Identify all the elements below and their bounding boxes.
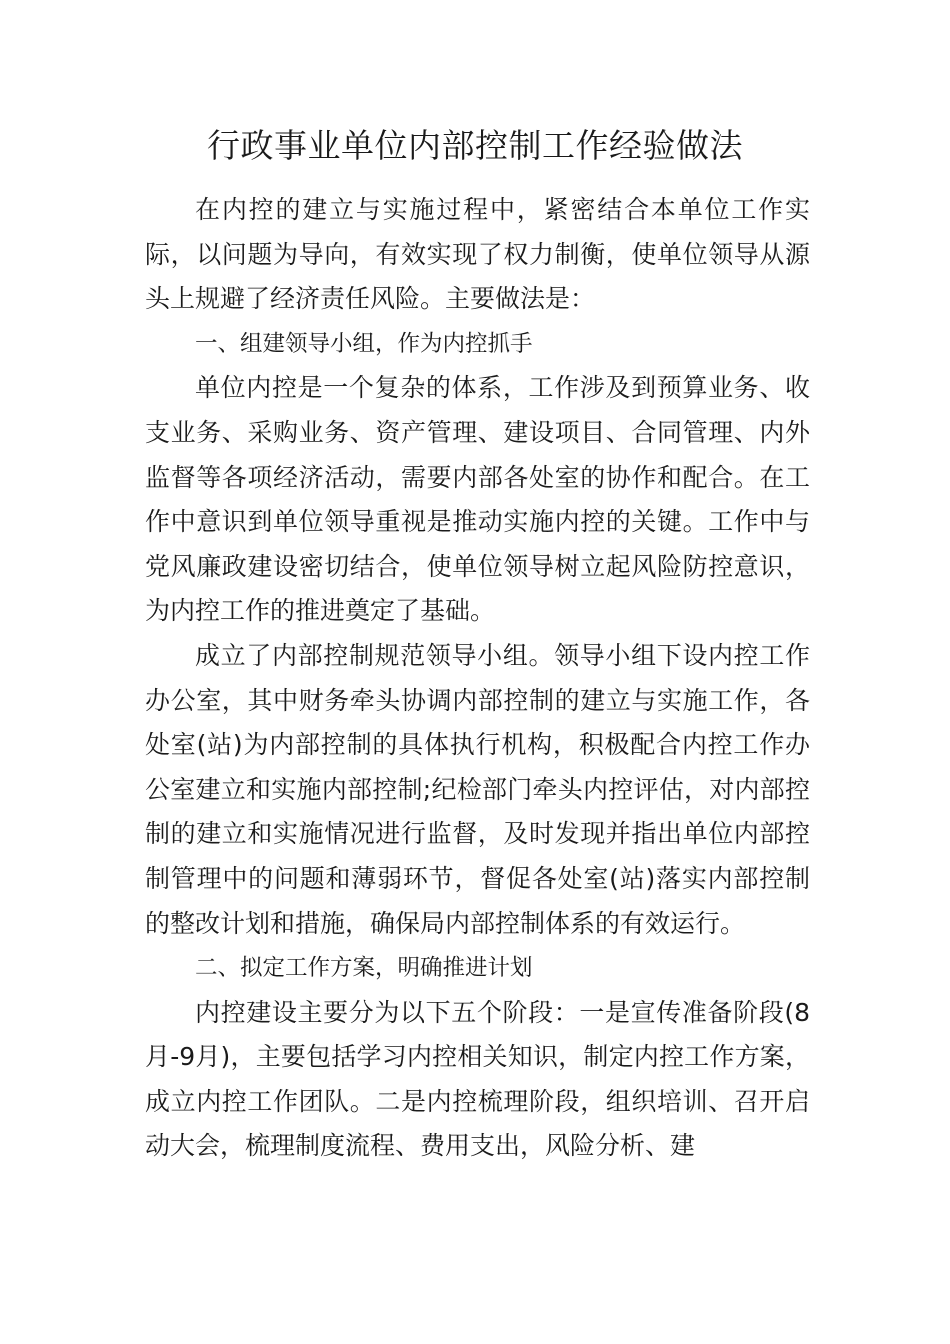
intro-paragraph: 在内控的建立与实施过程中，紧密结合本单位工作实际，以问题为导向，有效实现了权力制衡，使单位领导从源头上规避了经济责任风险。主要做法是： (145, 195, 810, 314)
section-1-paragraph-2: 成立了内部控制规范领导小组。领导小组下设内控工作办公室，其中财务牵头协调内部控制的建立与实施工作，各处室(站)为内部控制的具体执行机构，积极配合内控工作办公室建立和实施内部控制;纪检部门牵头内控评估，对内部控制的建立和实施情况进行监督，及时发现并指出单位内部控制管理中的问题和薄弱环节，督促各处室(站)落实内部控制的整改计划和措施，确保局内部控制体系的有效运行。 (145, 640, 810, 938)
section-2-paragraph-1: 内控建设主要分为以下五个阶段：一是宣传准备阶段(8月-9月)，主要包括学习内控相关知识，制定内控工作方案，成立内控工作团队。二是内控梳理阶段，组织培训、召开启动大会，梳理制度流程、费用支出，风险分析、建 (145, 997, 810, 1161)
section-2-heading: 二、拟定工作方案，明确推进计划 (195, 955, 533, 982)
document-body (145, 188, 810, 1169)
section-1-paragraph-1: 单位内控是一个复杂的体系，工作涉及到预算业务、收支业务、采购业务、资产管理、建设项目、合同管理、内外监督等各项经济活动，需要内部各处室的协作和配合。在工作中意识到单位领导重视是推动实施内控的关键。工作中与党风廉政建设密切结合，使单位领导树立起风险防控意识，为内控工作的推进奠定了基础。 (145, 373, 810, 626)
section-1-heading: 一、组建领导小组，作为内控抓手 (195, 330, 533, 357)
document-title: 行政事业单位内部控制工作经验做法 (207, 126, 743, 165)
